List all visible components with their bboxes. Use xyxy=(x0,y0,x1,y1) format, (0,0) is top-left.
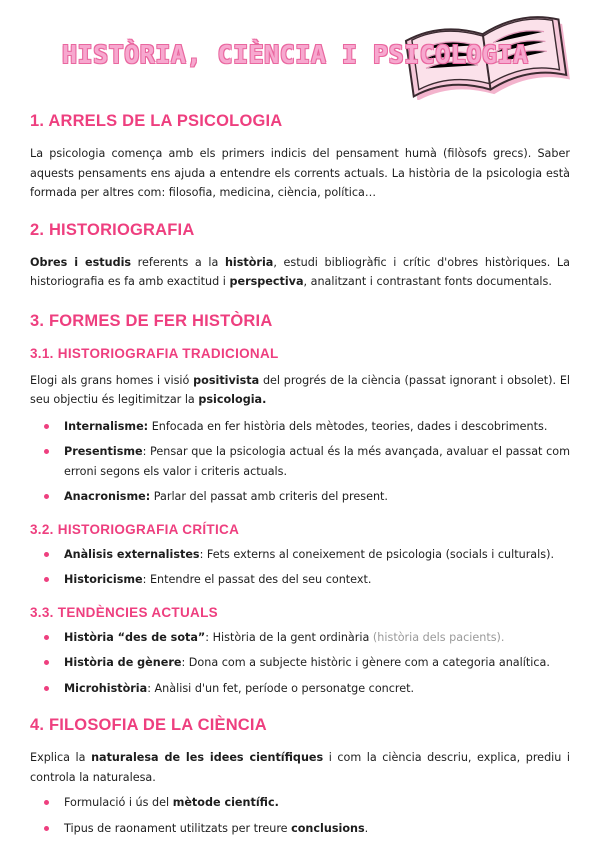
page-title: HISTÒRIA, CIÈNCIA I PSICOLOGIA xyxy=(62,40,529,69)
list-item: Anàlisis externalistes: Fets externs al coneixement de psicologia (socials i culturals). xyxy=(30,545,570,565)
list-item: Anacronisme: Parlar del passat amb criteris del present. xyxy=(30,487,570,507)
subsection-3-1-heading: 3.1. HISTORIOGRAFIA TRADICIONAL xyxy=(30,345,279,361)
subsection-3-2-heading: 3.2. HISTORIOGRAFIA CRÍTICA xyxy=(30,521,240,537)
bullet-icon xyxy=(44,552,49,557)
bullet-icon xyxy=(44,826,49,831)
section-1-heading: 1. ARRELS DE LA PSICOLOGIA xyxy=(30,112,283,130)
section-1-text: La psicologia comença amb els primers indicis del pensament humà (filòsofs grecs). Saber aquests pensaments ens ajuda a entendre els corrents actuals. La història de la psicologia està formada per altres com: filosofia, medicina, ciència, política… xyxy=(30,147,570,199)
section-2-text: Obres i estudis referents a la història, estudi bibliogràfic i crític d'obres històriques. La historiografia es fa amb exactitud i perspectiva, analitzant i contrastant fonts documentals. xyxy=(30,255,570,288)
bullet-icon xyxy=(44,800,49,805)
bullet-icon xyxy=(44,424,49,429)
bold-term: història xyxy=(224,255,274,269)
list-item: Presentisme: Pensar que la psicologia actual és la més avançada, avaluar el passat com erroni segons els valor i criteris actuals. xyxy=(30,442,570,481)
list-item: Història de gènere: Dona com a subjecte històric i gènere com a categoria analítica. xyxy=(30,653,570,673)
section-4-text: Explica la naturalesa de les idees científiques i com la ciència descriu, explica, prediu i controla la naturalesa. xyxy=(30,751,571,784)
list-item: Tipus de raonament utilitzats per treure conclusions. xyxy=(30,819,570,839)
subsection-3-3-heading: 3.3. TENDÈNCIES ACTUALS xyxy=(30,604,218,620)
section-3-heading: 3. FORMES DE FER HISTÒRIA xyxy=(30,311,273,330)
bold-term: Obres i estudis xyxy=(30,255,132,269)
bold-term: positivista xyxy=(193,373,260,387)
list-item: Microhistòria: Anàlisi d'un fet, període o personatge concret. xyxy=(30,679,570,699)
bullet-icon xyxy=(44,449,49,454)
section-4-list xyxy=(30,793,570,838)
bold-term: perspectiva xyxy=(229,275,304,288)
subsection-3-3-list xyxy=(30,628,570,699)
header-banner xyxy=(0,0,600,100)
subsection-3-2-list xyxy=(30,545,570,590)
bold-term: naturalesa de les idees científiques xyxy=(91,751,324,764)
section-4-heading: 4. FILOSOFIA DE LA CIÈNCIA xyxy=(30,716,267,734)
bullet-icon xyxy=(44,577,49,582)
bold-term: psicologia. xyxy=(198,393,267,406)
list-item: Internalisme: Enfocada en fer història dels mètodes, teories, dades i descobriments. xyxy=(30,417,570,437)
bullet-icon xyxy=(44,660,49,665)
bullet-icon xyxy=(44,686,49,691)
subsection-3-1-list xyxy=(30,417,570,507)
list-item: Historicisme: Entendre el passat des del seu context. xyxy=(30,570,570,590)
list-item: Formulació i ús del mètode científic. xyxy=(30,793,570,813)
bullet-icon xyxy=(44,635,49,640)
document-body xyxy=(30,112,570,838)
section-2-heading: 2. HISTORIOGRAFIA xyxy=(30,220,195,239)
list-item: Història “des de sota”: Història de la gent ordinària (història dels pacients). xyxy=(30,628,570,648)
bullet-icon xyxy=(44,494,49,499)
subsection-3-1-text: Elogi als grans homes i visió positivista del progrés de la ciència (passat ignorant i obsolet). El seu objectiu és legitimitzar la psicologia. xyxy=(30,373,570,406)
